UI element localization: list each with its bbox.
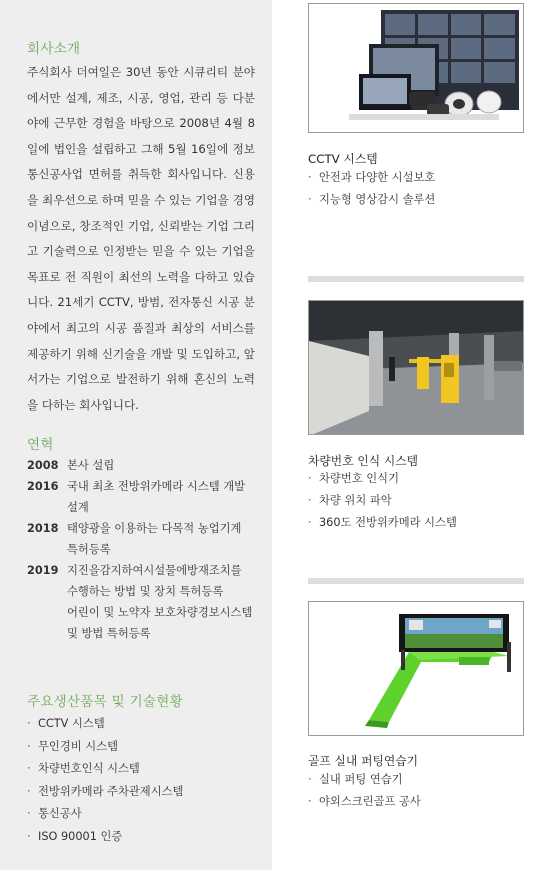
history-desc: 어린이 및 노약자 보호차량경보시스템 (67, 606, 253, 619)
divider (308, 578, 524, 584)
cctv-image (308, 3, 524, 133)
list-item: · 전방위카메라 주차관제시스템 (27, 784, 184, 798)
list-item: · 차량 위치 파악 (308, 494, 392, 507)
history-desc: 특허등록 (67, 543, 111, 556)
history-desc: 지진을감지하여시설물에방재조치를 (67, 564, 242, 577)
divider (308, 276, 524, 282)
history-year: 2016 (27, 480, 59, 493)
left-panel (0, 0, 272, 870)
history-row (27, 518, 262, 560)
golf-image (308, 601, 524, 736)
list-item: · 무인경비 시스템 (27, 739, 118, 753)
list-item: · 실내 퍼팅 연습기 (308, 773, 403, 786)
history-desc: 수행하는 방법 및 장치 특허등록 (67, 585, 224, 598)
products-heading: 주요생산품목 및 기술현황 (27, 694, 183, 710)
lpr-items (308, 468, 457, 534)
history-row (27, 560, 262, 644)
history-desc: 및 방법 특허등록 (67, 627, 151, 640)
history-year: 2008 (27, 459, 59, 472)
list-item: · ISO 90001 인증 (27, 829, 123, 843)
history-row (27, 476, 262, 518)
products-list (27, 713, 183, 849)
list-item: · 차량번호인식 시스템 (27, 762, 140, 776)
cctv-items (308, 167, 435, 211)
history-desc: 설계 (67, 501, 89, 514)
history-desc: 태양광을 이용하는 다목적 농업기계 (67, 522, 242, 535)
history-desc: 본사 설립 (67, 459, 115, 472)
history-heading: 연혁 (27, 437, 54, 453)
about-text: 주식회사 더여일은 30년 동안 시큐리티 분야에서만 설계, 제조, 시공, 영업, 관리 등 다분야에 근무한 경험을 바탕으로 2008년 4월 8일에 법인을 설립하고 그해 5월 16일에 정보통신공사업 면허를 취득한 회사입니다. 신용을 최우선으로 하며 믿을 수 있는 기업을 경영이념으로, 창조적인 기업, 신뢰받는 기업 그리고 기술력으로 인정받는 믿을 수 있는 기업을 목표로 전 직원이 최선의 노력을 다하고 있습니다. 21세기 CCTV, 방범, 전자통신 시공 분야에서 최고의 시공 품질과 최상의 서비스를 제공하기 위해 신기술을 개발 및 도입하고, 앞서가는 기업으로 발전하기 위해 혼신의 노력을 다하는 회사입니다. (27, 65, 255, 412)
golf-items (308, 769, 421, 813)
history-year: 2018 (27, 522, 59, 535)
parking-image (308, 300, 524, 435)
list-item: · 통신공사 (27, 807, 82, 821)
history-year: 2019 (27, 564, 59, 577)
history-row (27, 455, 262, 476)
list-item: · 야외스크린골프 공사 (308, 795, 421, 808)
list-item: · 지능형 영상감시 솔루션 (308, 193, 436, 206)
about-heading: 회사소개 (27, 41, 81, 57)
history-list (27, 455, 262, 644)
list-item: · 차량번호 인식기 (308, 472, 399, 485)
cctv-title: CCTV 시스템 (308, 152, 378, 166)
list-item: · CCTV 시스템 (27, 717, 105, 730)
golf-title: 골프 실내 퍼팅연습기 (308, 754, 419, 768)
list-item: · 안전과 다양한 시설보호 (308, 171, 436, 184)
lpr-title: 차량번호 인식 시스템 (308, 454, 419, 468)
history-desc: 국내 최초 전방위카메라 시스템 개발 (67, 480, 246, 493)
list-item: · 360도 전방위카메라 시스템 (308, 516, 457, 529)
